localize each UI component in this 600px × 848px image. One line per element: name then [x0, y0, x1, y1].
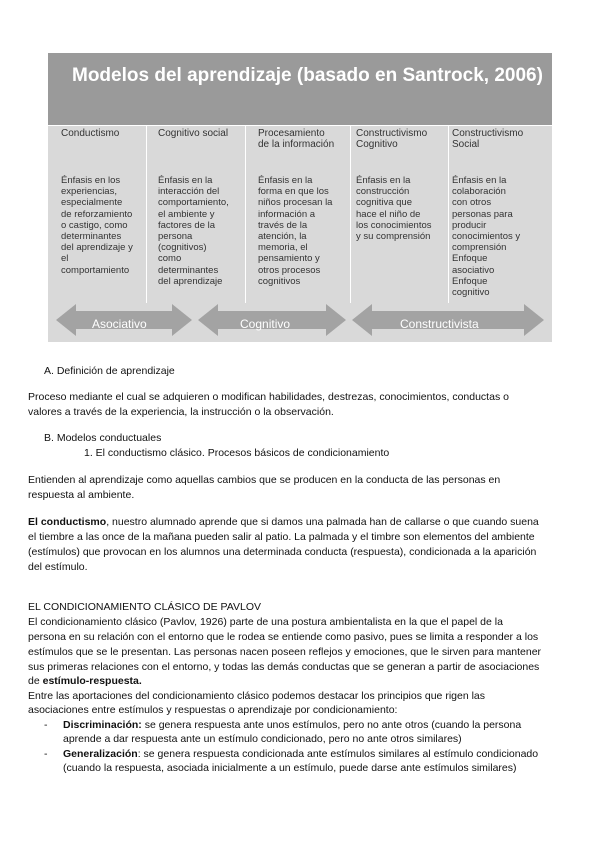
column-body-line: comportamiento	[61, 264, 130, 276]
column-body-line: del aprendizaje	[158, 275, 223, 287]
section-a-line: Proceso mediante el cual se adquieren o modifican habilidades, destrezas, conocimientos, conductas o	[28, 391, 509, 403]
column-body-line: producir	[452, 219, 487, 231]
bullet-bold: Generalización	[63, 748, 138, 760]
column-body-line: experiencias,	[61, 186, 117, 198]
column-body-line: el	[61, 253, 69, 265]
pavlov-line: El condicionamiento clásico (Pavlov, 1926) parte de una postura ambientalista en la que el papel de la	[28, 616, 503, 628]
bullet-bold: Discriminación:	[63, 719, 142, 731]
section-b-line: Entienden al aprendizaje como aquellas cambios que se producen en la conducta de las personas en	[28, 474, 501, 486]
pavlov-line: estímulos que se le presentan. Las personas nacen poseen reflejos y emociones, que le sirven para mantener	[28, 646, 542, 658]
figure-title: Modelos del aprendizaje (basado en Santrock, 2006)	[72, 65, 543, 86]
column-header-line: Conductismo	[61, 128, 120, 139]
column-header-line: Procesamiento	[258, 128, 325, 139]
bullet-dash: -	[44, 719, 48, 731]
column-body-line: asociativo	[452, 264, 495, 276]
column-header-line: Constructivismo	[452, 128, 524, 139]
column-body-line: atención, la	[258, 231, 307, 243]
bullet-generalizacion	[63, 747, 538, 761]
column-body-line: niños procesan la	[258, 197, 333, 209]
column-body-line: personas para	[452, 208, 513, 220]
column-body-cognitivo-social	[158, 175, 229, 287]
column-body-line: factores de la	[158, 219, 216, 231]
column-body-line: Enfoque	[452, 275, 488, 287]
column-body-constructivismo-cognitivo	[356, 175, 432, 242]
arrow-label-constructivista: Constructivista	[400, 317, 479, 331]
column-body-constructivismo-social	[452, 175, 520, 298]
column-body-line: los conocimientos	[356, 219, 432, 231]
column-body-line: pensamiento y	[258, 253, 320, 265]
conductismo-line: (estímulos) que provocan en los alumnos una determinada conducta (respuesta), condicionada a la aparición	[28, 546, 537, 558]
conductismo-line	[28, 515, 539, 529]
column-body-line: interacción del	[158, 186, 220, 198]
column-body-line: Énfasis en la	[158, 175, 213, 186]
conductismo-line: del estímulo.	[28, 561, 88, 573]
section-b-subheading: 1. El conductismo clásico. Procesos básicos de condicionamiento	[84, 447, 390, 459]
column-body-line: de reforzamiento	[61, 208, 133, 220]
column-body-line: través de la	[258, 219, 308, 231]
bullet-text: aprende a dar respuesta ante un estímulo condicionado, pero no ante otros similares)	[63, 733, 462, 745]
divider	[448, 125, 449, 303]
column-body-line: cognitivo	[452, 287, 490, 299]
arrow-label-asociativo: Asociativo	[92, 317, 147, 331]
divider	[350, 125, 351, 303]
divider	[48, 125, 552, 126]
column-header-procesamiento	[258, 128, 334, 150]
column-body-line: información a	[258, 208, 316, 220]
column-body-line: o castigo, como	[61, 219, 128, 231]
section-a-line: valores a través de la experiencia, la instrucción o la observación.	[28, 406, 334, 418]
column-body-line: Enfoque	[452, 253, 488, 265]
bullet-text: : se genera respuesta condicionada ante estímulos similares al estímulo condicionado	[137, 748, 539, 760]
pavlov-line: asociaciones entre estímulos y respuestas o aprendizaje por condicionamiento:	[28, 704, 398, 716]
column-body-line: Énfasis en la	[258, 175, 313, 186]
conductismo-line: el tiembre a las once de la mañana pueden salir al patio. La palmada y el timbre son elementos del ambiente	[28, 531, 535, 543]
column-body-line: cognitivos	[258, 275, 301, 287]
divider	[245, 125, 246, 303]
column-header-line: de la información	[258, 139, 335, 150]
column-body-line: y su comprensión	[356, 231, 431, 243]
figure-title-banner	[48, 53, 552, 125]
column-body-line: Énfasis en la	[452, 175, 507, 186]
column-body-line: especialmente	[61, 197, 123, 209]
column-body-line: como	[158, 253, 182, 265]
pavlov-line	[28, 674, 142, 688]
pavlov-line: Entre las aportaciones del condicionamiento clásico podemos destacar los principios que rigen las	[28, 690, 486, 702]
column-body-line: determinantes	[61, 231, 122, 243]
column-header-line: Social	[452, 139, 480, 150]
pavlov-line: sus primeras relaciones con el entorno, y todas las demás conductas que se generan a partir de asociaciones	[28, 661, 540, 673]
column-body-line: colaboración	[452, 186, 506, 198]
section-a-heading: A. Definición de aprendizaje	[44, 365, 175, 377]
column-body-line: comportamiento,	[158, 197, 229, 209]
section-b-heading: B. Modelos conductuales	[44, 432, 162, 444]
column-body-procesamiento	[258, 175, 332, 287]
column-body-line: Énfasis en la	[356, 175, 411, 186]
bullet-dash: -	[44, 748, 48, 760]
conductismo-bold: El conductismo	[28, 516, 107, 528]
learning-models-figure	[48, 53, 552, 342]
column-body-line: determinantes	[158, 264, 219, 276]
column-header-conductismo	[61, 128, 119, 139]
pavlov-line: persona en su relación con el entorno que le rodea se entiende como pasivo, pues se limita a responder a los	[28, 631, 539, 643]
column-body-line: persona	[158, 231, 193, 243]
column-body-line: forma en que los	[258, 186, 329, 198]
column-body-line: comprensión	[452, 242, 507, 254]
bullet-text: (cuando la respuesta, asociada inicialmente a un estímulo, puede darse ante estímulos similares)	[63, 762, 517, 774]
column-body-line: construcción	[356, 186, 410, 198]
column-header-line: Cognitivo	[356, 139, 398, 150]
conductismo-text: , nuestro alumnado aprende que si damos una palmada han de callarse o que cuando suena	[106, 516, 539, 528]
pavlov-text: de	[28, 675, 43, 687]
column-header-line: Constructivismo	[356, 128, 428, 139]
arrow-label-cognitivo: Cognitivo	[240, 317, 291, 331]
column-body-line: memoria, el	[258, 242, 308, 254]
pavlov-heading: EL CONDICIONAMIENTO CLÁSICO DE PAVLOV	[28, 601, 261, 613]
column-body-line: conocimientos y	[452, 231, 521, 243]
column-body-conductismo	[61, 175, 133, 276]
divider	[146, 125, 147, 303]
column-body-line: con otros	[452, 197, 492, 209]
pavlov-bold: estímulo-respuesta.	[42, 675, 142, 687]
column-header-constructivismo-social	[452, 128, 523, 150]
column-body-line: cognitiva que	[356, 197, 412, 209]
column-body-line: (cognitivos)	[158, 242, 207, 254]
column-body-line: otros procesos	[258, 264, 321, 276]
column-header-line: Cognitivo social	[158, 128, 229, 139]
column-header-constructivismo-cognitivo	[356, 128, 427, 150]
section-b-line: respuesta al ambiente.	[28, 489, 135, 501]
column-header-cognitivo-social	[158, 128, 228, 139]
column-body-line: el ambiente y	[158, 208, 215, 220]
bullet-discriminacion	[63, 718, 521, 732]
bullet-text: se genera respuesta ante unos estímulos, pero no ante otros (cuando la persona	[141, 719, 522, 731]
column-body-line: del aprendizaje y	[61, 242, 133, 254]
column-body-line: hace el niño de	[356, 208, 421, 220]
column-body-line: Énfasis en los	[61, 175, 121, 186]
